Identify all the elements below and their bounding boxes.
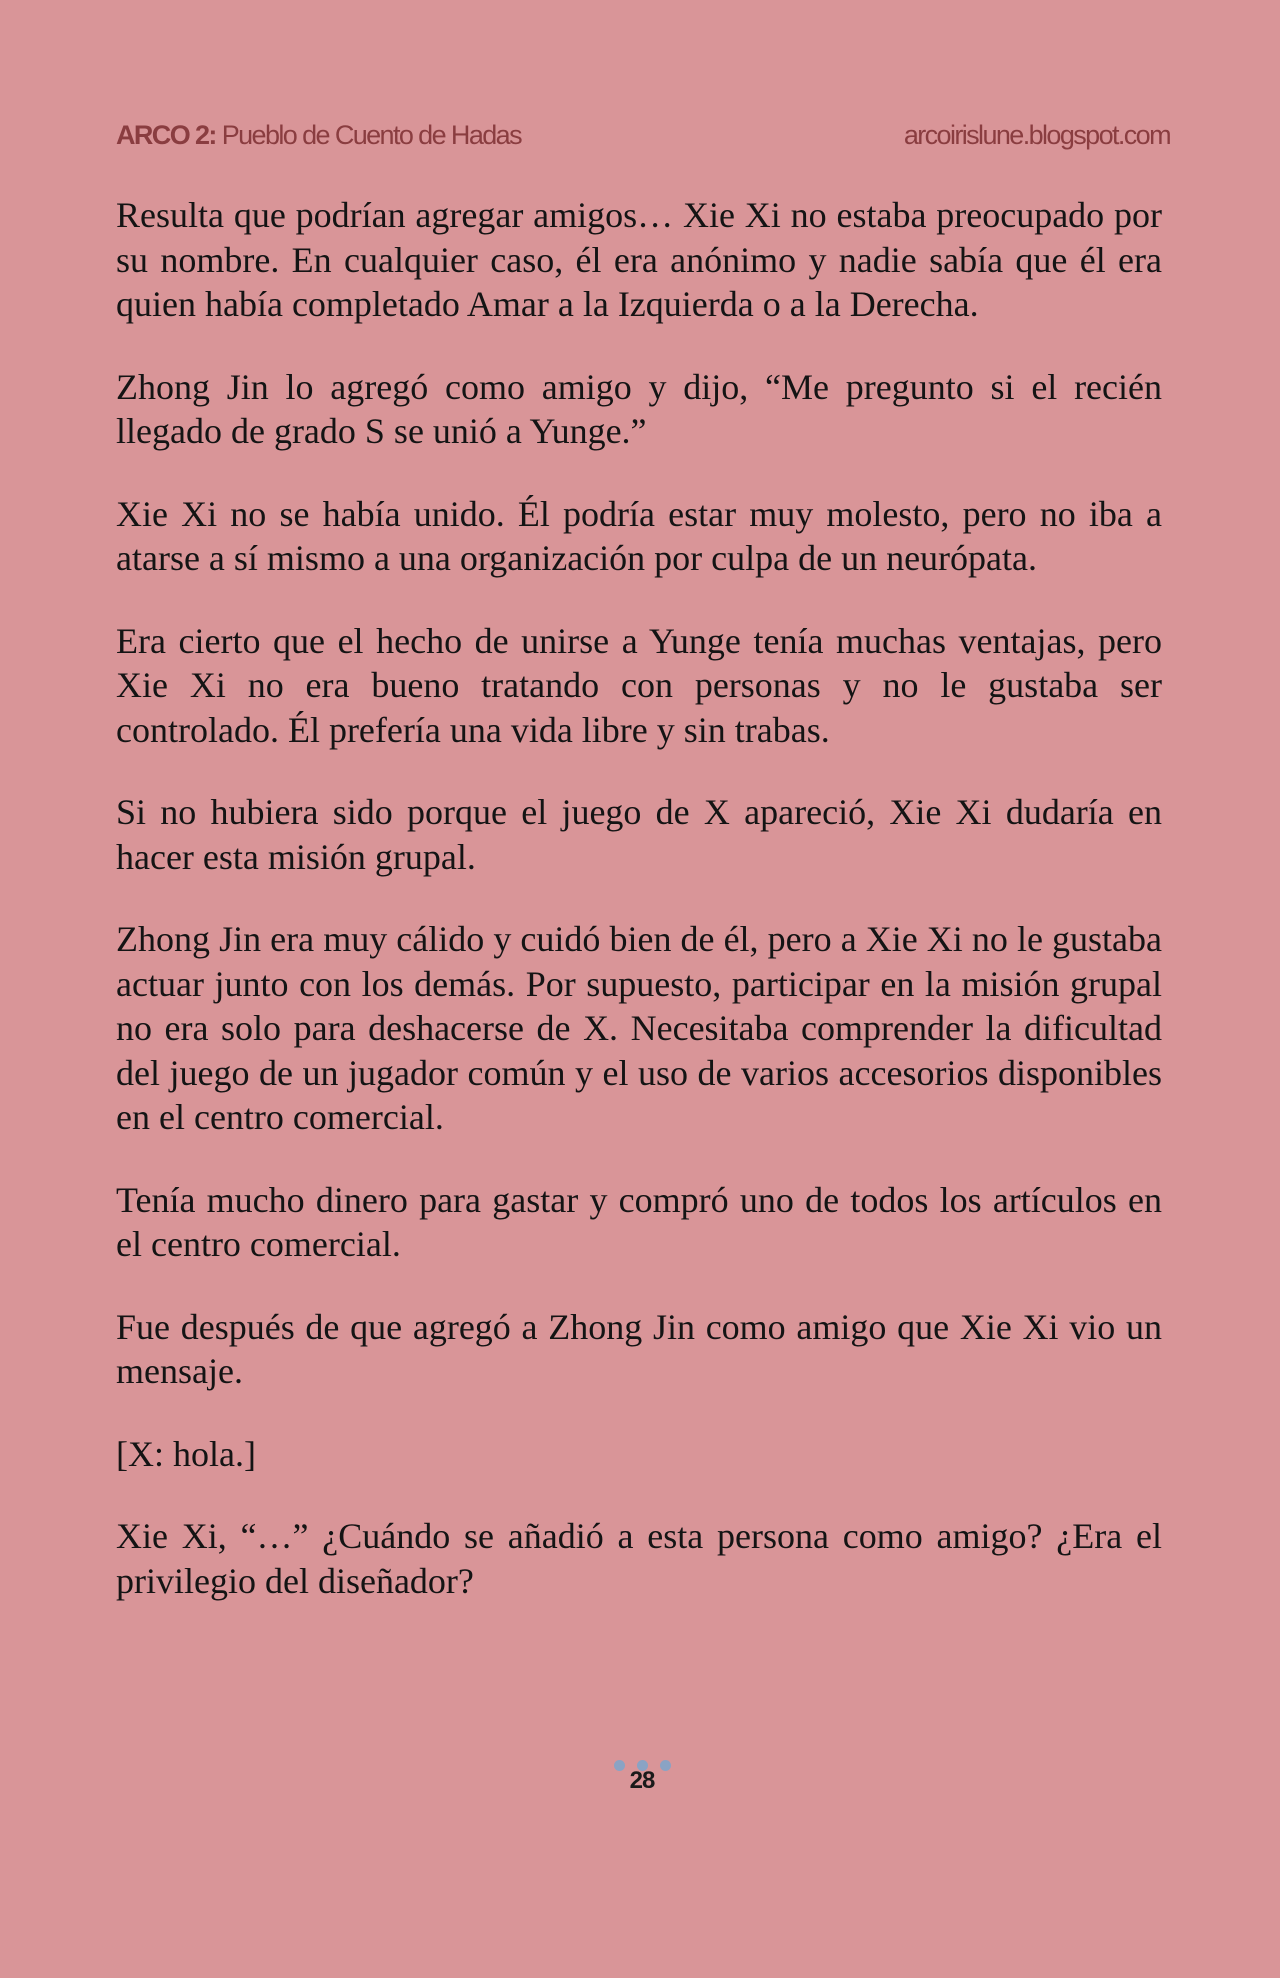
- paragraph: Resulta que podrían agregar amigos… Xie Xi no estaba preocupado por su nombre. En cualquier caso, él era anónimo y nadie sabía que él era quien había completado Amar a la Izquierda o a la Derecha.: [116, 195, 1162, 324]
- site-url: arcoirislune.blogspot.com: [903, 120, 1170, 150]
- paragraph: Xie Xi, “…” ¿Cuándo se añadió a esta persona como amigo? ¿Era el privilegio del diseñador?: [116, 1516, 1162, 1601]
- paragraph: Fue después de que agregó a Zhong Jin como amigo que Xie Xi vio un mensaje.: [116, 1306, 1162, 1391]
- page-header: [116, 120, 1170, 160]
- book-title: Pueblo de Cuento de Hadas: [215, 120, 521, 150]
- body-text: [116, 193, 1162, 1641]
- dot-icon: [614, 1760, 625, 1771]
- paragraph: Xie Xi no se había unido. Él podría estar muy molesto, pero no iba a atarse a sí mismo a una organización por culpa de un neurópata.: [116, 493, 1162, 578]
- paragraph: [X: hola.]: [116, 1433, 256, 1474]
- book-title-header: [116, 120, 521, 151]
- page-footer: [0, 1760, 1280, 1795]
- paragraph: Zhong Jin lo agregó como amigo y dijo, “Me pregunto si el recién llegado de grado S se unió a Yunge.”: [116, 366, 1162, 451]
- paragraph: Zhong Jin era muy cálido y cuidó bien de él, pero a Xie Xi no le gustaba actuar junto con los demás. Por supuesto, participar en la misión grupal no era solo para deshacerse de X. Necesitaba comprender la dificultad del juego de un jugador común y el uso de varios accesorios disponibles en el centro comercial.: [116, 919, 1162, 1137]
- paragraph: Si no hubiera sido porque el juego de X apareció, Xie Xi dudaría en hacer esta misión grupal.: [116, 792, 1162, 877]
- dot-icon: [660, 1760, 671, 1771]
- paragraph: Era cierto que el hecho de unirse a Yunge tenía muchas ventajas, pero Xie Xi no era bueno tratando con personas y no le gustaba ser controlado. Él prefería una vida libre y sin trabas.: [116, 620, 1162, 750]
- paragraph: Tenía mucho dinero para gastar y compró uno de todos los artículos en el centro comercial.: [116, 1179, 1162, 1264]
- page-number: 28: [629, 1767, 655, 1794]
- book-code: ARCO 2:: [116, 120, 216, 150]
